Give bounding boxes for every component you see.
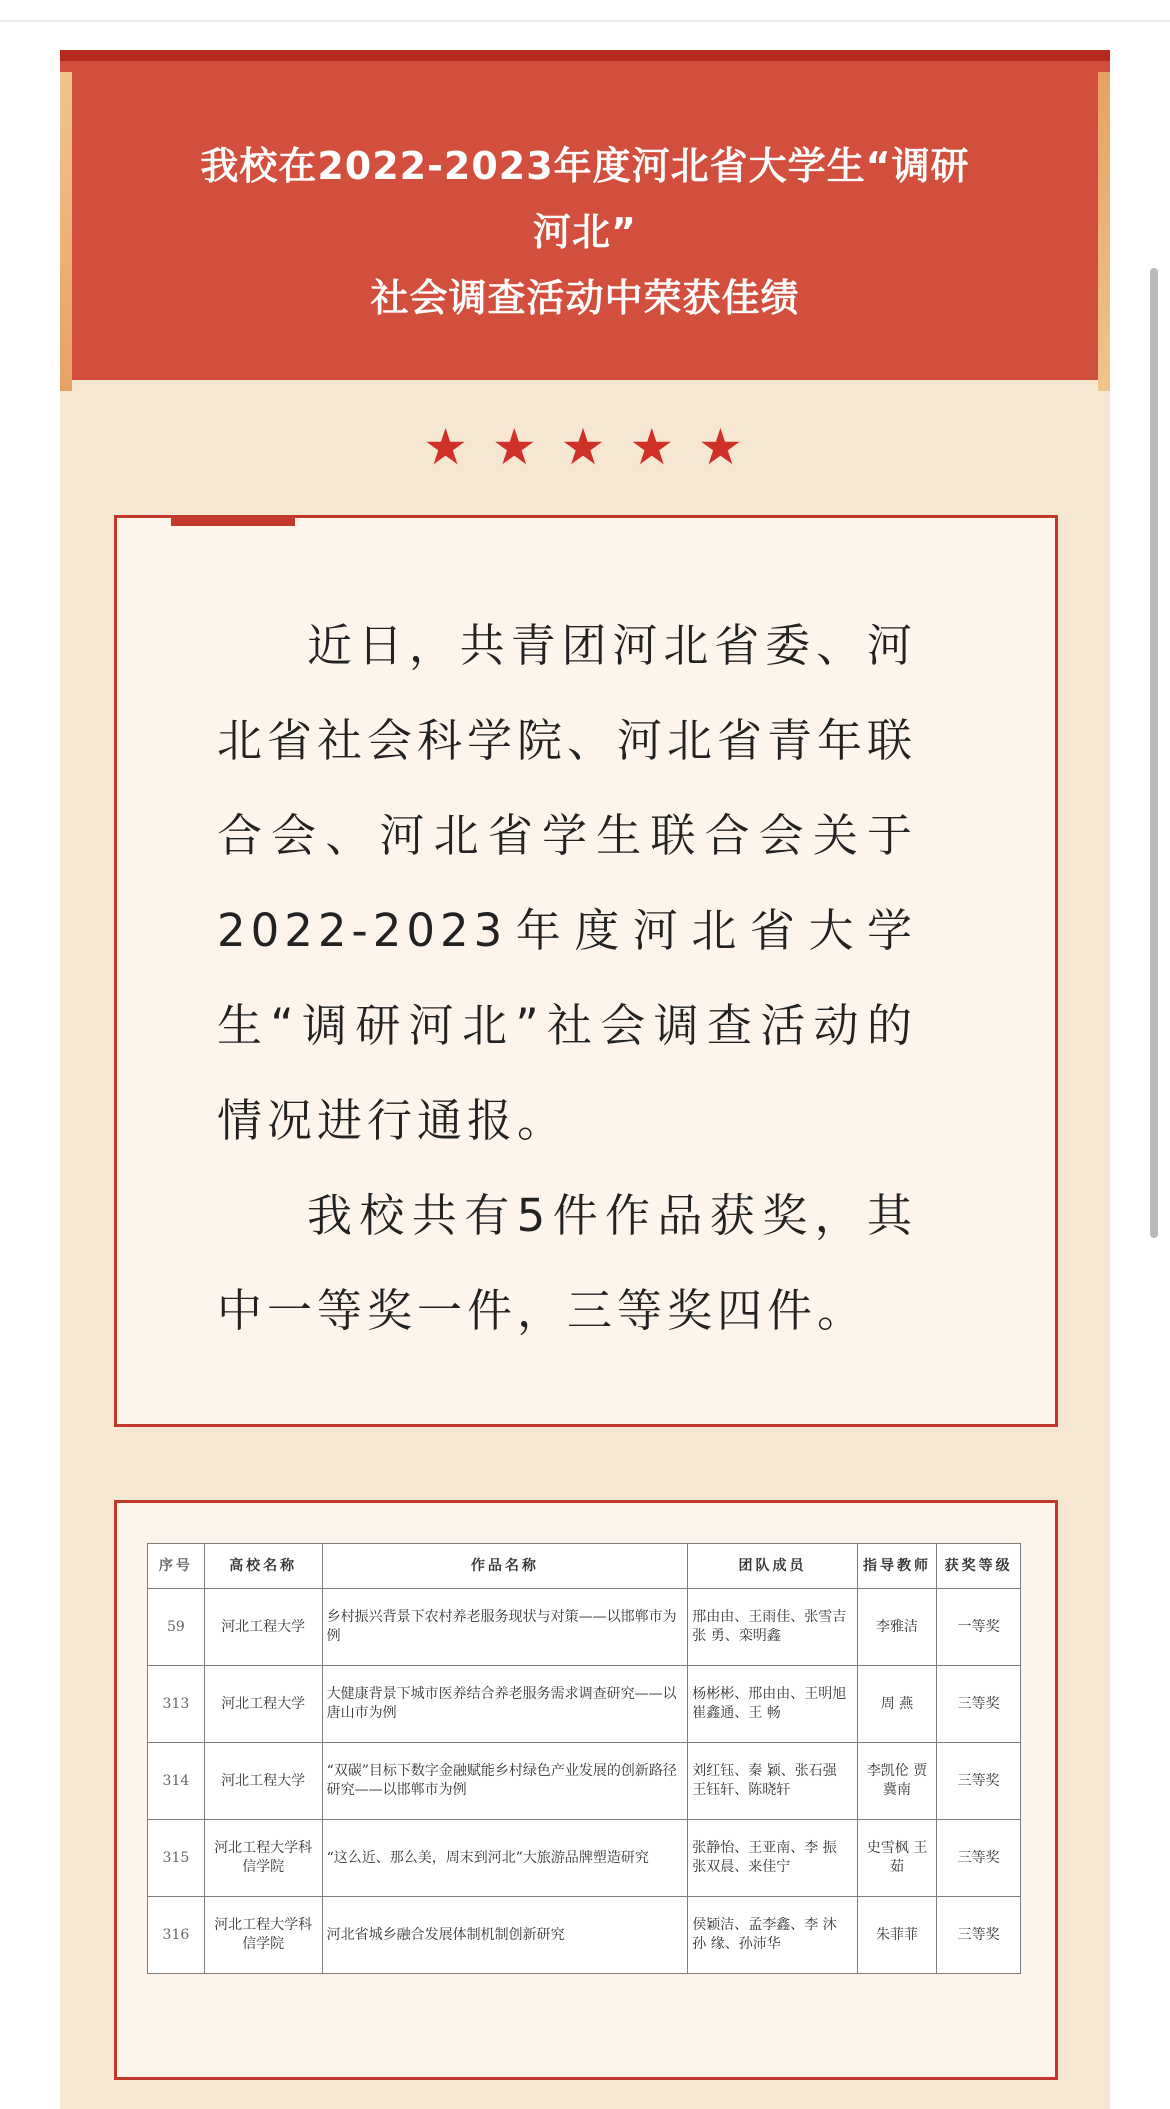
cell-team: 张静怡、王亚南、李 振 张双晨、来佳宁 [688, 1820, 857, 1897]
table-row [148, 1666, 1021, 1743]
cell-work: 大健康背景下城市医养结合养老服务需求调查研究——以唐山市为例 [322, 1666, 688, 1743]
paragraph: 近日，共青团河北省委、河北省社会科学院、河北省青年联合会、河北省学生联合会关于2022-2023年度河北省大学生“调研河北”社会调查活动的情况进行通报。 [217, 619, 918, 1147]
title-line-2: 河北” [533, 210, 637, 254]
cell-no: 314 [148, 1743, 205, 1820]
cell-no: 316 [148, 1897, 205, 1974]
cell-no: 313 [148, 1666, 205, 1743]
col-header-level: 获奖等级 [937, 1544, 1021, 1589]
award-table [147, 1543, 1021, 1974]
star-icon: ★ [423, 418, 472, 476]
cell-team: 邢由由、王雨佳、张雪吉 张 勇、栾明鑫 [688, 1589, 857, 1666]
col-header-team: 团队成员 [688, 1544, 857, 1589]
cell-advisor: 周 燕 [857, 1666, 937, 1743]
cell-level: 一等奖 [937, 1589, 1021, 1666]
table-row [148, 1820, 1021, 1897]
cell-team: 刘红钰、秦 颖、张石强 王钰轩、陈晓轩 [688, 1743, 857, 1820]
title-banner [60, 50, 1110, 380]
table-row [148, 1743, 1021, 1820]
page-title [130, 133, 1040, 331]
cell-level: 三等奖 [937, 1820, 1021, 1897]
title-line-3: 社会调查活动中荣获佳绩 [370, 276, 800, 320]
cell-level: 三等奖 [937, 1666, 1021, 1743]
cell-advisor: 李凯伦 贾冀南 [857, 1743, 937, 1820]
cell-school: 河北工程大学 [204, 1589, 322, 1666]
cell-advisor: 史雪枫 王 茹 [857, 1820, 937, 1897]
banner-edge-left [60, 72, 72, 391]
cell-school: 河北工程大学 [204, 1666, 322, 1743]
scrollbar-thumb[interactable] [1150, 268, 1158, 1238]
cell-no: 59 [148, 1589, 205, 1666]
cell-school: 河北工程大学科信学院 [204, 1897, 322, 1974]
cell-advisor: 朱菲菲 [857, 1897, 937, 1974]
table-header-row [148, 1544, 1021, 1589]
cell-advisor: 李雅洁 [857, 1589, 937, 1666]
star-rating-decoration [60, 418, 1110, 476]
cell-work: “双碳”目标下数字金融赋能乡村绿色产业发展的创新路径研究——以邯郸市为例 [322, 1743, 688, 1820]
title-line-1: 我校在2022-2023年度河北省大学生“调研 [200, 144, 970, 188]
table-row [148, 1589, 1021, 1666]
table-row [148, 1897, 1021, 1974]
cell-work: 河北省城乡融合发展体制机制创新研究 [322, 1897, 688, 1974]
col-header-work: 作品名称 [322, 1544, 688, 1589]
announcement-text [217, 598, 917, 1358]
cell-level: 三等奖 [937, 1897, 1021, 1974]
cell-team: 杨彬彬、邢由由、王明旭 崔鑫通、王 畅 [688, 1666, 857, 1743]
award-table-box [114, 1500, 1058, 2080]
cell-no: 315 [148, 1820, 205, 1897]
star-icon: ★ [698, 418, 747, 476]
star-icon: ★ [560, 418, 610, 476]
cell-school: 河北工程大学科信学院 [204, 1820, 322, 1897]
cell-school: 河北工程大学 [204, 1743, 322, 1820]
cell-work: “这么近、那么美，周末到河北”大旅游品牌塑造研究 [322, 1820, 688, 1897]
paragraph: 我校共有5件作品获奖，其中一等奖一件，三等奖四件。 [217, 1189, 917, 1337]
top-divider [0, 20, 1170, 22]
cell-work: 乡村振兴背景下农村养老服务现状与对策——以邯郸市为例 [322, 1589, 688, 1666]
cell-level: 三等奖 [937, 1743, 1021, 1820]
box-accent-tab [171, 515, 295, 526]
banner-edge-right [1098, 72, 1110, 391]
article-panel [60, 50, 1110, 2109]
cell-team: 侯颖洁、孟李鑫、李 沐 孙 缘、孙沛华 [688, 1897, 857, 1974]
col-header-advisor: 指导教师 [857, 1544, 937, 1589]
announcement-box [114, 515, 1058, 1427]
star-icon: ★ [491, 418, 541, 476]
col-header-school: 高校名称 [204, 1544, 322, 1589]
col-header-no: 序号 [148, 1544, 205, 1589]
star-icon: ★ [629, 418, 679, 476]
